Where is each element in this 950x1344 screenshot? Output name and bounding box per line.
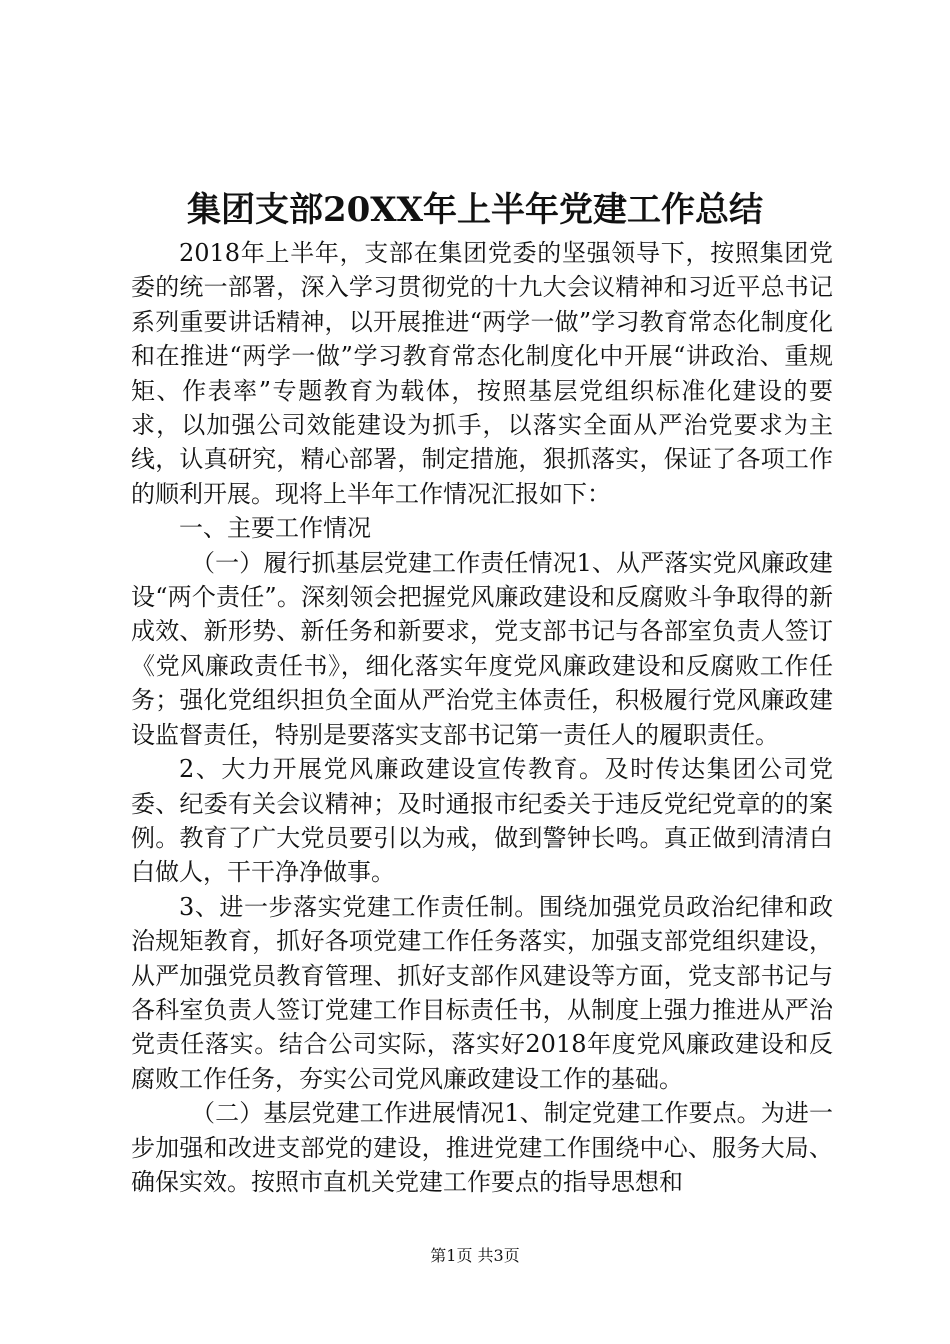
paragraph-item-3: 3、进一步落实党建工作责任制。围绕加强党员政治纪律和政治规矩教育，抓好各项党建工作任务落实，加强支部党组织建设，从严加强党员教育管理、抓好支部作风建设等方面，党支部书记与各科室负责人签订党建工作目标责任书，从制度上强力推进从严治党责任落实。结合公司实际，落实好2018年度党风廉政建设和反腐败工作任务，夯实公司党风廉政建设工作的基础。	[131, 892, 833, 1093]
paragraph-subsection-1: （一）履行抓基层党建工作责任情况1、从严落实党风廉政建设“两个责任”。深刻领会把握党风廉政建设和反腐败斗争取得的新成效、新形势、新任务和新要求，党支部书记与各部室负责人签订《党风廉政责任书》，细化落实年度党风廉政建设和反腐败工作任务；强化党组织担负全面从严治党主体责任，积极履行党风廉政建设监督责任，特别是要落实支部书记第一责任人的履职责任。	[131, 548, 833, 749]
section-heading: 一、主要工作情况	[179, 514, 371, 543]
page-footer: 第1页 共3页	[430, 1246, 520, 1265]
document-body	[131, 236, 833, 1199]
paragraph-item-2: 2、大力开展党风廉政建设宣传教育。及时传达集团公司党委、纪委有关会议精神；及时通报市纪委关于违反党纪党章的的案例。教育了广大党员要引以为戒，做到警钟长鸣。真正做到清清白白做人，干干净净做事。	[131, 755, 833, 887]
paragraph-intro: 2018年上半年，支部在集团党委的坚强领导下，按照集团党委的统一部署，深入学习贯彻党的十九大会议精神和习近平总书记系列重要讲话精神，以开展推进“两学一做”学习教育常态化制度化和在推进“两学一做”学习教育常态化制度化中开展“讲政治、重规矩、作表率”专题教育为载体，按照基层党组织标准化建设的要求，以加强公司效能建设为抓手，以落实全面从严治党要求为主线，认真研究，精心部署，制定措施，狠抓落实，保证了各项工作的顺利开展。现将上半年工作情况汇报如下：	[131, 239, 833, 508]
document-title: 集团支部20XX年上半年党建工作总结	[186, 190, 764, 230]
paragraph-subsection-2: （二）基层党建工作进展情况1、制定党建工作要点。为进一步加强和改进支部党的建设，推进党建工作围绕中心、服务大局、确保实效。按照市直机关党建工作要点的指导思想和	[131, 1099, 833, 1196]
